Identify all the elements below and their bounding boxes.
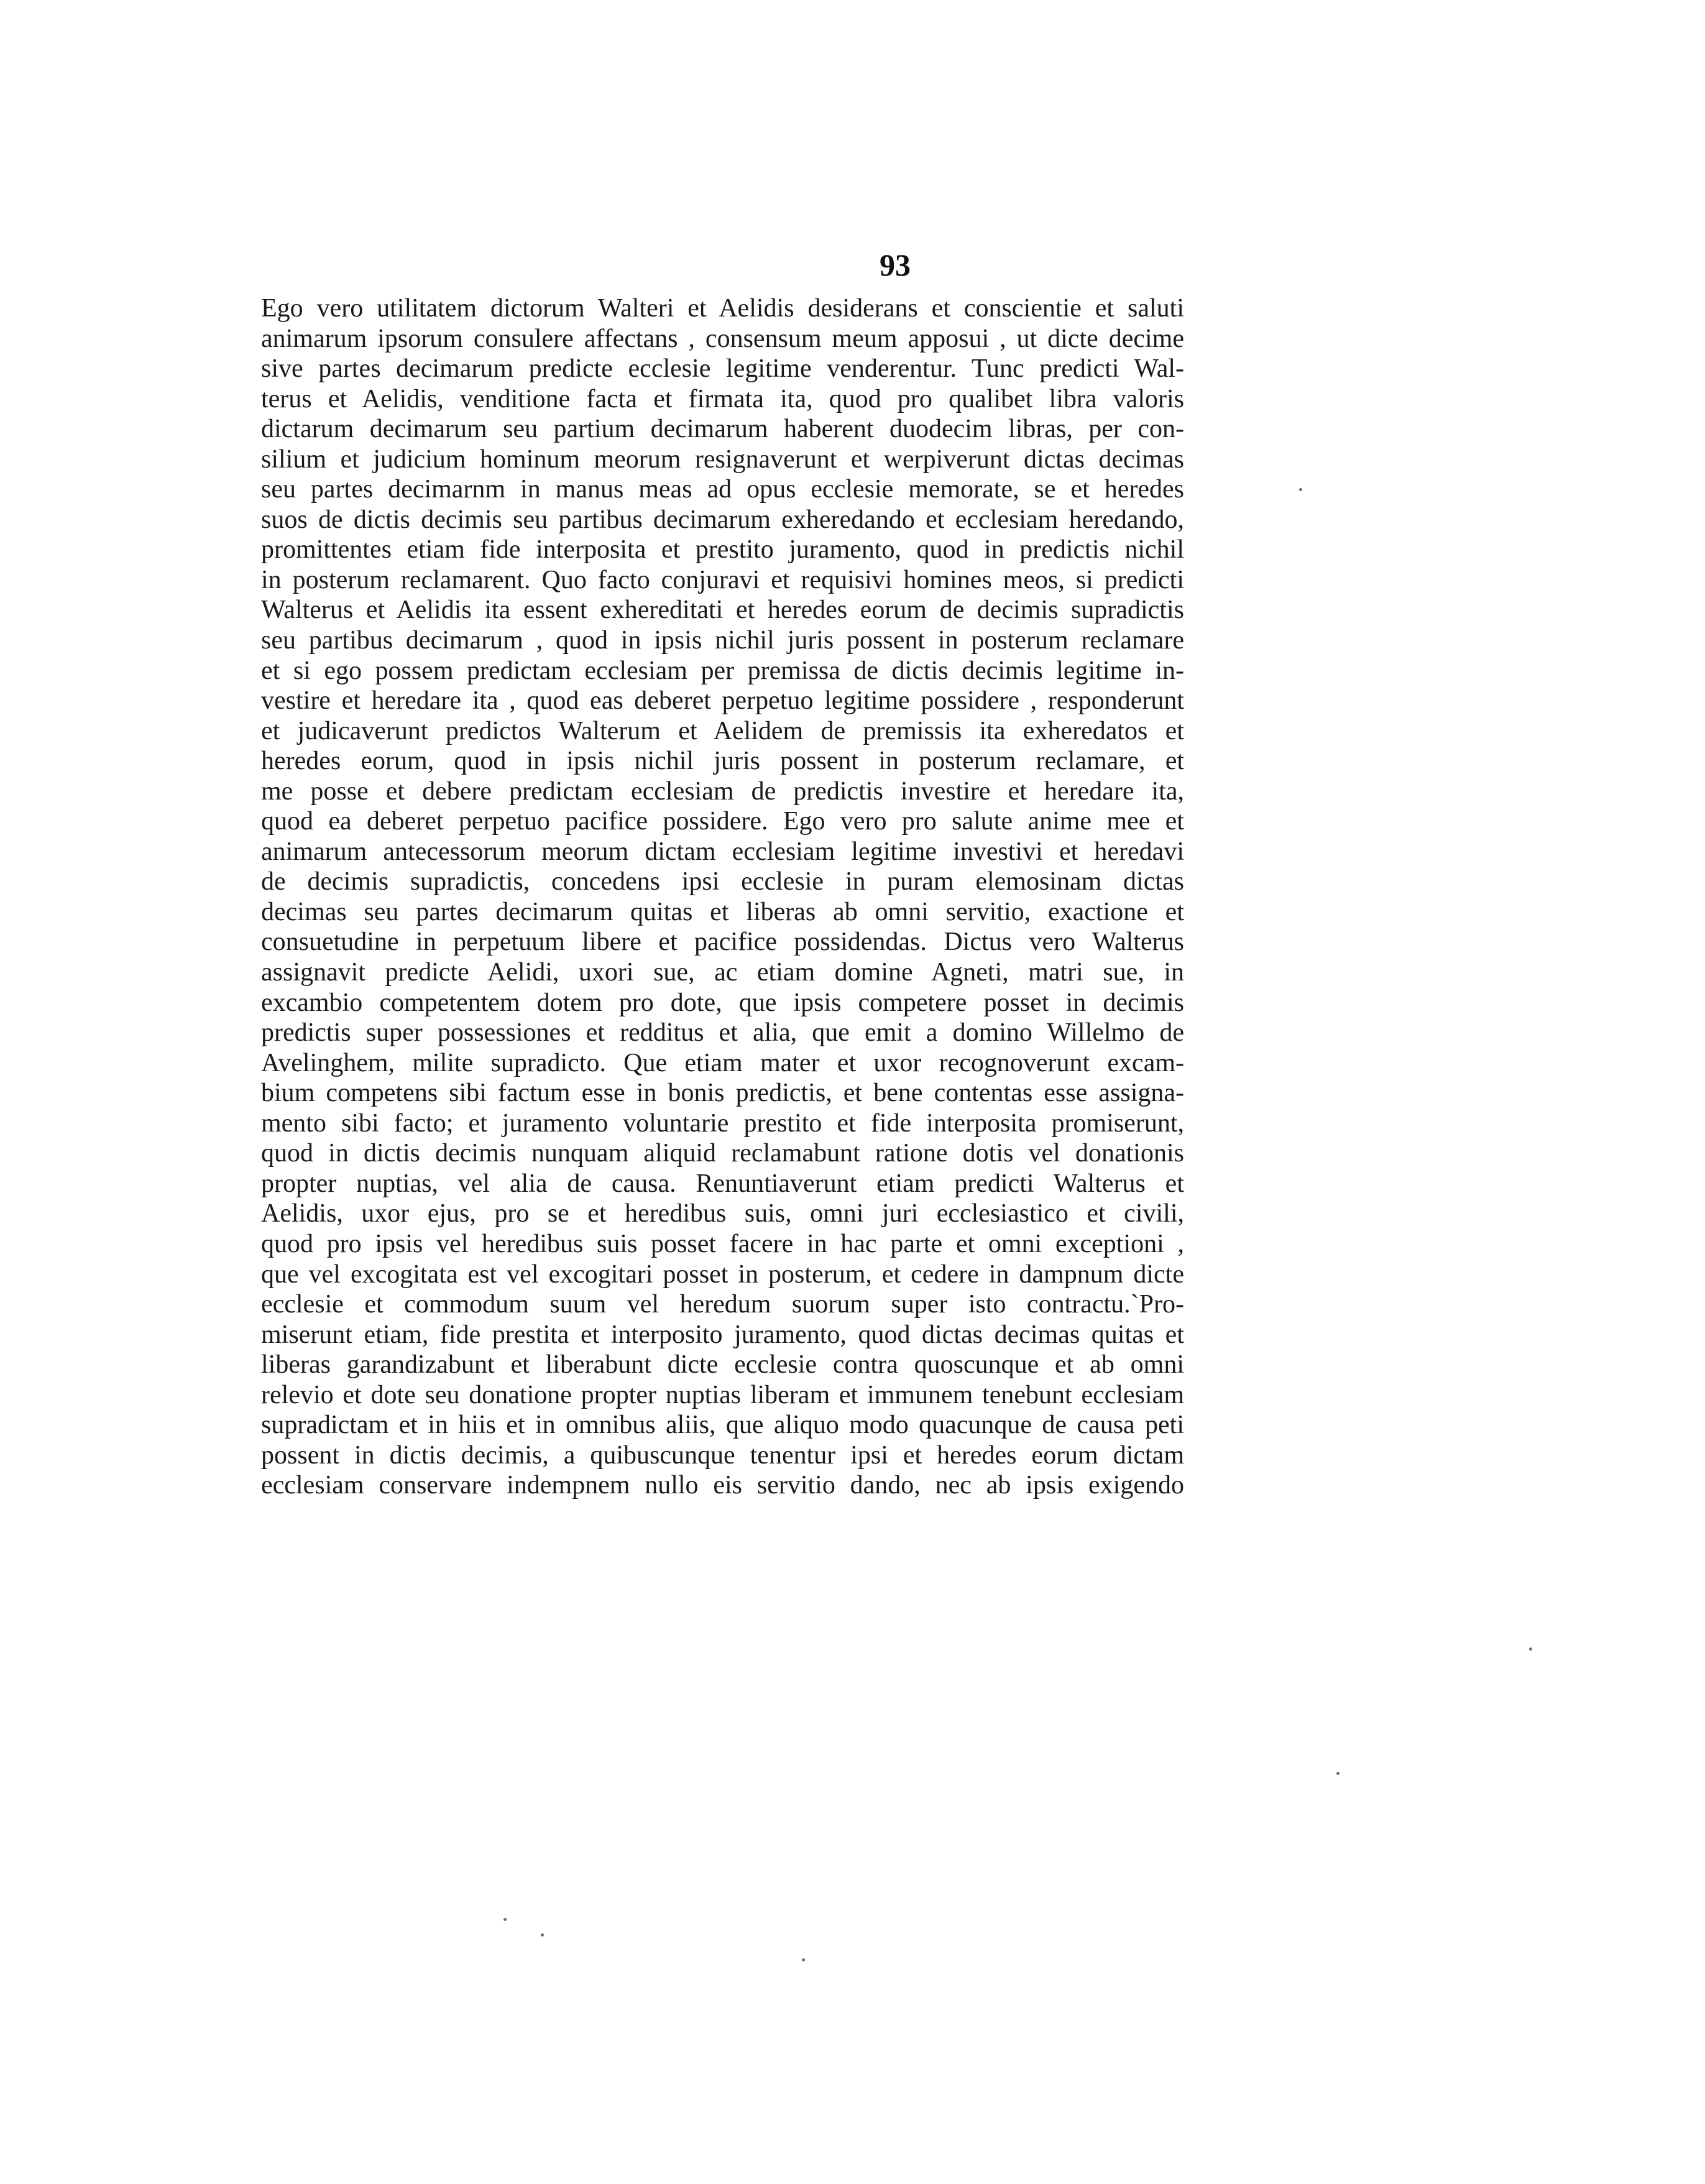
scan-speck	[541, 1933, 544, 1937]
scan-speck	[1336, 1772, 1340, 1775]
text-line: seu partibus decimarum , quod in ipsis nichil juris possent in posterum reclamare	[261, 626, 1184, 655]
text-line: propter nuptias, vel alia de causa. Renuntiaverunt etiam predicti Walterus et	[261, 1169, 1184, 1198]
text-line: promittentes etiam fide interposita et prestito juramento, quod in predictis nichil	[261, 535, 1184, 564]
text-line: liberas garandizabunt et liberabunt dicte ecclesie contra quoscunque et ab omni	[261, 1350, 1184, 1380]
text-line: quod ea deberet perpetuo pacifice possidere. Ego vero pro salute anime mee et	[261, 807, 1184, 836]
scan-speck	[802, 1958, 805, 1961]
text-line: consuetudine in perpetuum libere et pacifice possidendas. Dictus vero Walterus	[261, 928, 1184, 957]
text-line: relevio et dote seu donatione propter nuptias liberam et immunem tenebunt ecclesiam	[261, 1380, 1184, 1409]
text-line: miserunt etiam, fide prestita et interposito juramento, quod dictas decimas quitas et	[261, 1320, 1184, 1349]
scan-speck	[503, 1918, 507, 1921]
text-line: animarum antecessorum meorum dictam ecclesiam legitime investivi et heredavi	[261, 837, 1184, 866]
text-line: sive partes decimarum predicte ecclesie legitime venderentur. Tunc predicti Wal-	[261, 354, 1184, 384]
text-line: mento sibi facto; et juramento voluntarie prestito et fide interposita promiserunt,	[261, 1108, 1184, 1138]
text-line: heredes eorum, quod in ipsis nichil juris possent in posterum reclamare, et	[261, 747, 1184, 776]
body-text	[261, 293, 1184, 1501]
text-line: quod pro ipsis vel heredibus suis posset facere in hac parte et omni exceptioni ,	[261, 1229, 1184, 1258]
text-line: terus et Aelidis, venditione facta et firmata ita, quod pro qualibet libra valoris	[261, 384, 1184, 413]
text-line: dictarum decimarum seu partium decimarum haberent duodecim libras, per con-	[261, 415, 1184, 444]
text-line: et si ego possem predictam ecclesiam per premissa de dictis decimis legitime in-	[261, 656, 1184, 685]
text-line: quod in dictis decimis nunquam aliquid reclamabunt ratione dotis vel donationis	[261, 1139, 1184, 1168]
text-line: ecclesiam conservare indempnem nullo eis servitio dando, nec ab ipsis exigendo	[261, 1471, 1184, 1500]
text-line: in posterum reclamarent. Quo facto conjuravi et requisivi homines meos, si predicti	[261, 565, 1184, 594]
text-line: decimas seu partes decimarum quitas et liberas ab omni servitio, exactione et	[261, 897, 1184, 926]
text-line: vestire et heredare ita , quod eas deberet perpetuo legitime possidere , responderunt	[261, 686, 1184, 716]
text-line: silium et judicium hominum meorum resignaverunt et werpiverunt dictas decimas	[261, 445, 1184, 474]
text-line: Avelinghem, milite supradicto. Que etiam mater et uxor recognoverunt excam-	[261, 1048, 1184, 1077]
text-line: excambio competentem dotem pro dote, que ipsis competere posset in decimis	[261, 988, 1184, 1017]
text-line: Aelidis, uxor ejus, pro se et heredibus suis, omni juri ecclesiastico et civili,	[261, 1199, 1184, 1228]
text-line: que vel excogitata est vel excogitari posset in posterum, et cedere in dampnum dicte	[261, 1260, 1184, 1289]
text-line: possent in dictis decimis, a quibuscunque tenentur ipsi et heredes eorum dictam	[261, 1440, 1184, 1470]
text-line: seu partes decimarnm in manus meas ad opus ecclesie memorate, se et heredes	[261, 475, 1184, 504]
text-line: et judicaverunt predictos Walterum et Aelidem de premissis ita exheredatos et	[261, 716, 1184, 745]
text-line: Ego vero utilitatem dictorum Walteri et Aelidis desiderans et conscientie et saluti	[261, 294, 1184, 323]
text-line: bium competens sibi factum esse in bonis predictis, et bene contentas esse assigna-	[261, 1079, 1184, 1108]
scan-speck	[1529, 1647, 1532, 1651]
scan-speck	[1299, 488, 1302, 491]
text-line: de decimis supradictis, concedens ipsi ecclesie in puram elemosinam dictas	[261, 867, 1184, 896]
text-line: Walterus et Aelidis ita essent exhereditati et heredes eorum de decimis supradictis	[261, 596, 1184, 625]
text-line: suos de dictis decimis seu partibus decimarum exheredando et ecclesiam heredando,	[261, 505, 1184, 534]
page-number: 93	[880, 247, 911, 282]
text-line: supradictam et in hiis et in omnibus aliis, que aliquo modo quacunque de causa peti	[261, 1411, 1184, 1440]
text-line: ecclesie et commodum suum vel heredum suorum super isto contractu.`Pro-	[261, 1290, 1184, 1319]
text-line: me posse et debere predictam ecclesiam de predictis investire et heredare ita,	[261, 776, 1184, 806]
text-line: animarum ipsorum consulere affectans , consensum meum apposui , ut dicte decime	[261, 324, 1184, 353]
text-line: predictis super possessiones et redditus et alia, que emit a domino Willelmo de	[261, 1018, 1184, 1048]
text-line: assignavit predicte Aelidi, uxori sue, ac etiam domine Agneti, matri sue, in	[261, 958, 1184, 987]
